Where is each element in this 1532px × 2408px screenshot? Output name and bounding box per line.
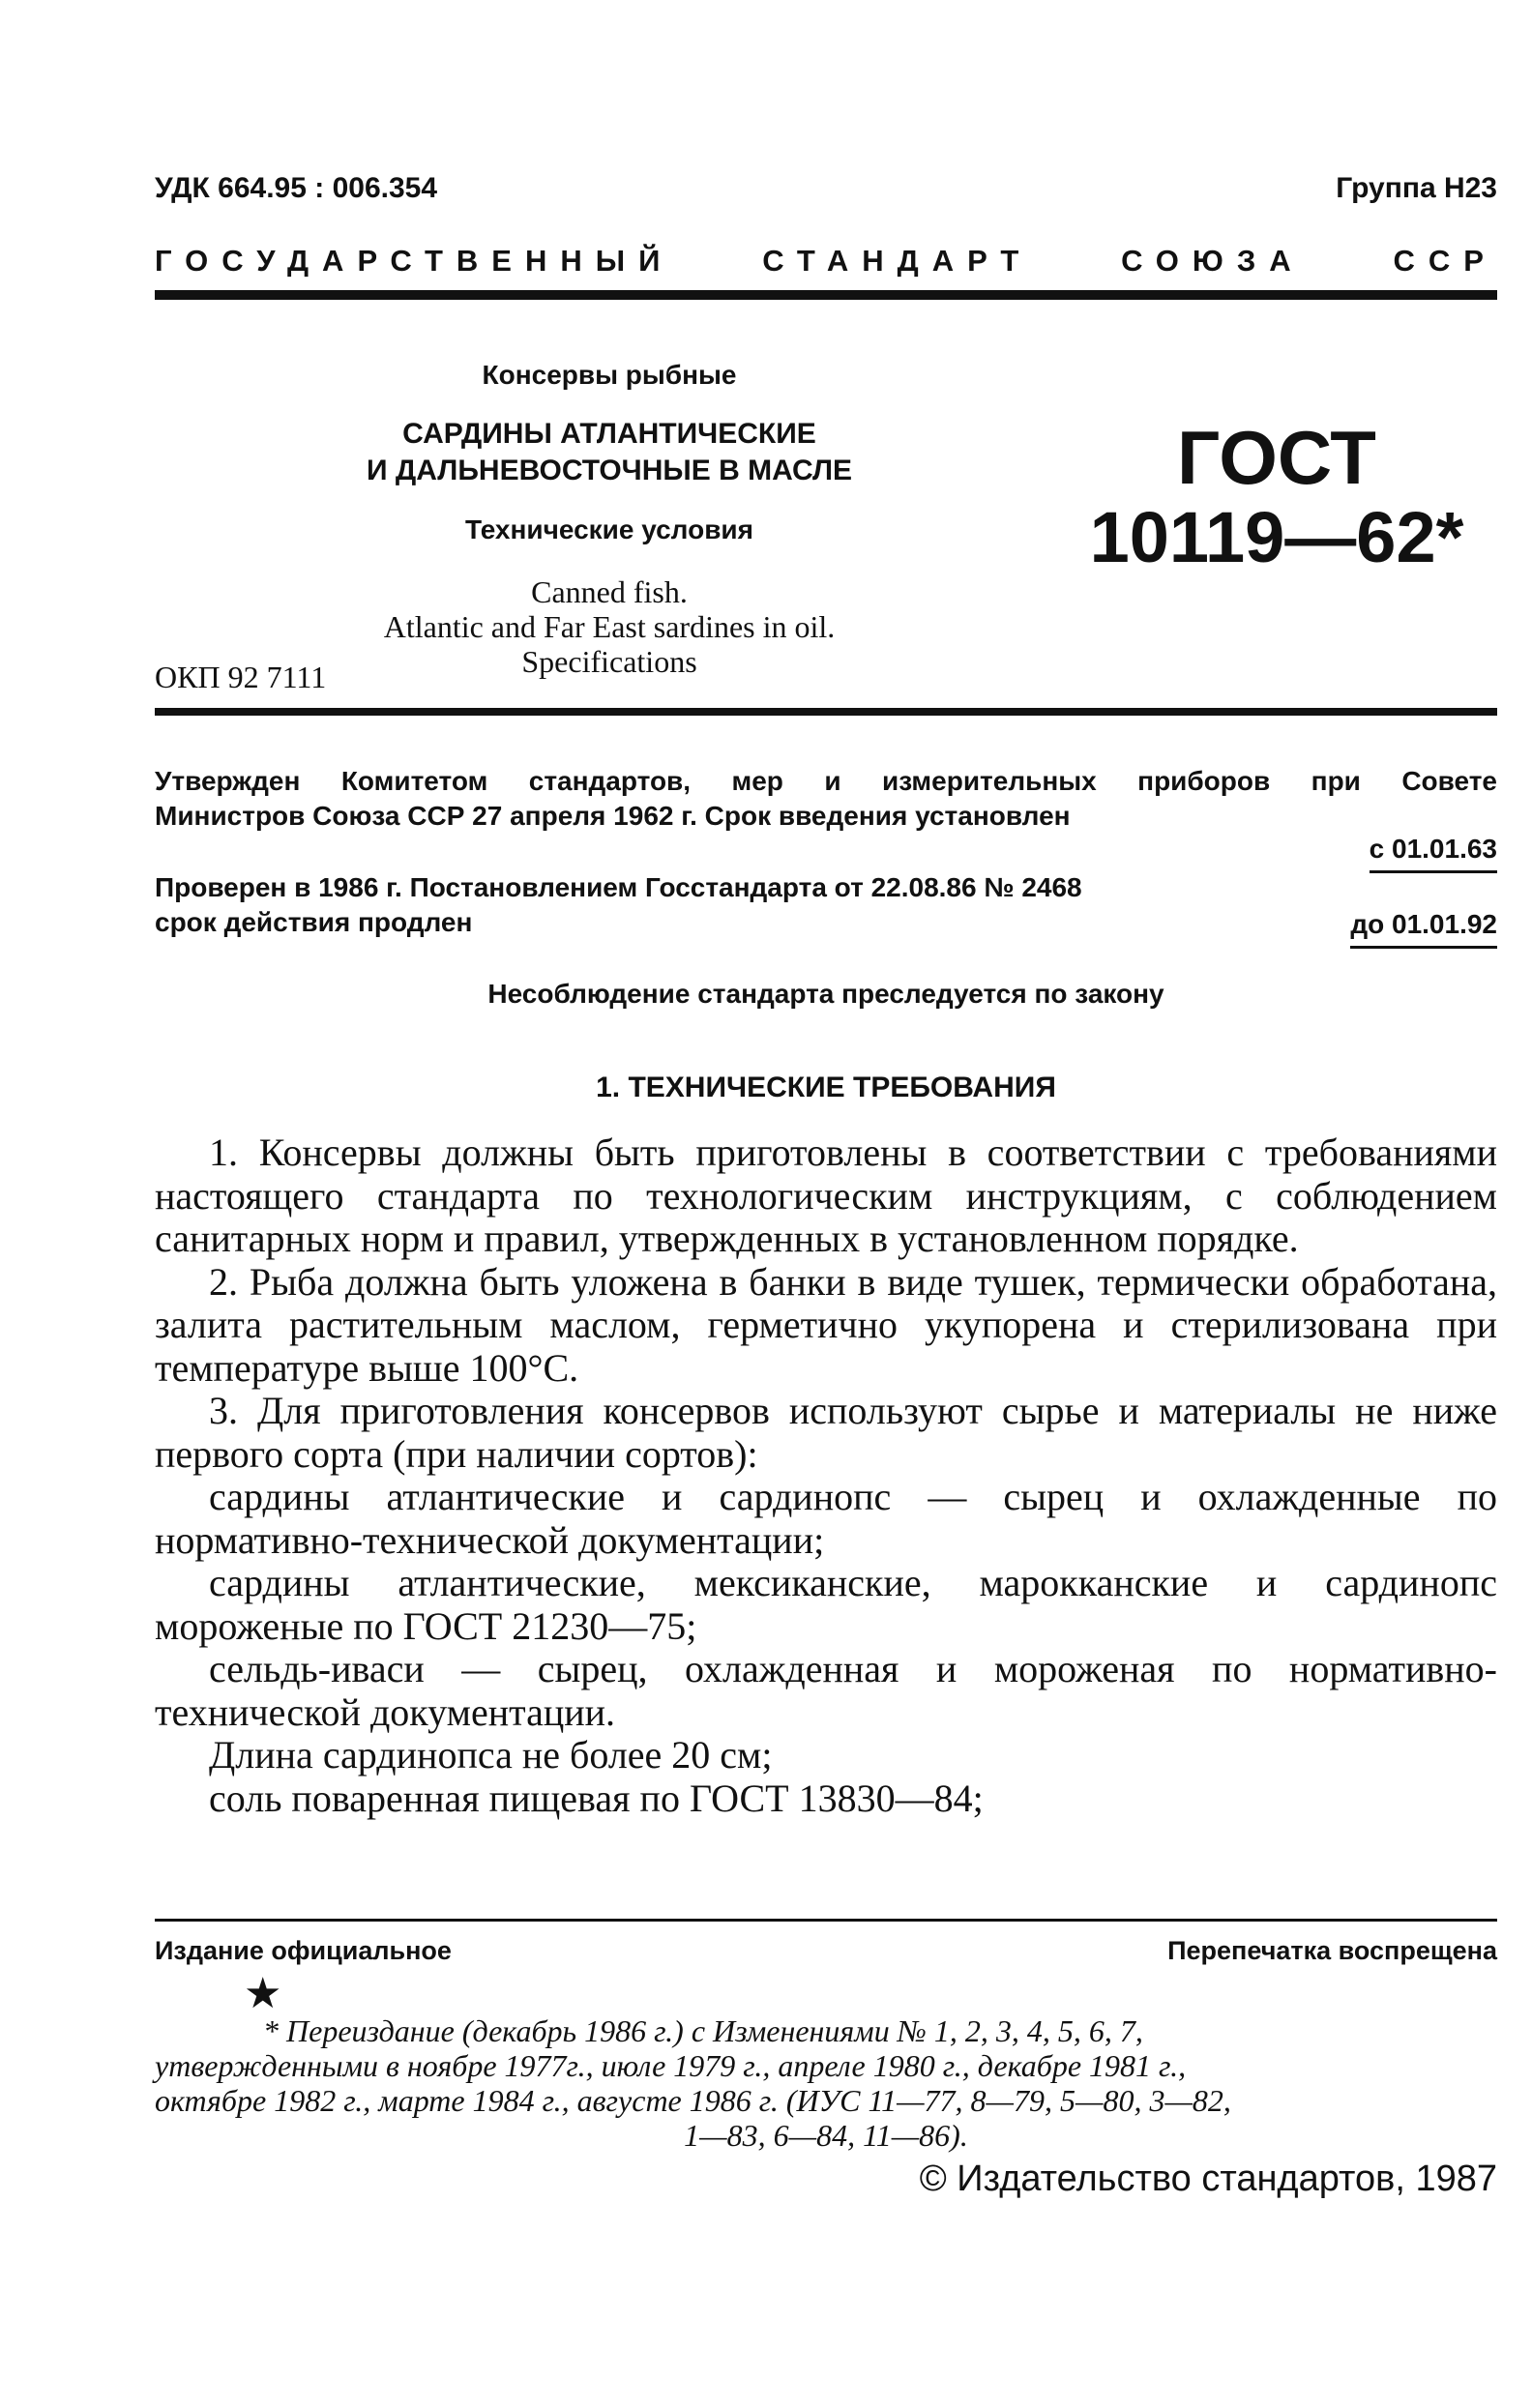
star-icon: ★ bbox=[244, 1970, 282, 2017]
group-code: Группа Н23 bbox=[1336, 172, 1497, 204]
footnote-line: утвержденными в ноябре 1977г., июле 1979 г., апреле 1980 г., декабре 1981 г., bbox=[155, 2048, 1187, 2083]
header-divider bbox=[155, 290, 1497, 300]
okp-code: ОКП 92 7111 bbox=[155, 660, 327, 694]
english-title bbox=[309, 574, 909, 679]
gost-designation bbox=[1064, 415, 1489, 578]
english-title-line: Atlantic and Far East sardines in oil. bbox=[383, 609, 836, 644]
body-text bbox=[155, 1131, 1497, 1820]
legal-notice: Несоблюдение стандарта преследуется по закону bbox=[487, 979, 1164, 1009]
gost-number: 10119—62* bbox=[1089, 497, 1464, 577]
paragraph: 2. Рыба должна быть уложена в банки в виде тушек, термически обработана, залита растительным маслом, герметично укупорена и стерилизована при температуре выше 100°С. bbox=[155, 1259, 1497, 1390]
product-name bbox=[309, 416, 909, 489]
state-standard-word: ССР bbox=[1393, 244, 1497, 278]
copyright: © Издательство стандартов, 1987 bbox=[919, 2158, 1497, 2199]
checked-line: срок действия продлен bbox=[155, 907, 473, 937]
title-divider bbox=[155, 708, 1497, 716]
gost-code: ГОСТ bbox=[1177, 415, 1376, 500]
product-name-line: САРДИНЫ АТЛАНТИЧЕСКИЕ bbox=[402, 418, 816, 450]
footnote-line: октябре 1982 г., марте 1984 г., августе 1986 г. (ИУС 11—77, 8—79, 5—80, 3—82, bbox=[155, 2083, 1231, 2118]
paragraph: соль поваренная пищевая по ГОСТ 13830—84; bbox=[209, 1776, 984, 1820]
state-standard-word: ГОСУДАРСТВЕННЫЙ bbox=[155, 244, 674, 278]
checked-text bbox=[155, 870, 1286, 940]
footnote bbox=[155, 2013, 1497, 2153]
paragraph: 1. Консервы должны быть приготовлены в соответствии с требованиями настоящего стандарта по технологическим инструкциям, с соблюдением санитарных норм и правил, утвержденных в установленном порядке. bbox=[155, 1131, 1497, 1260]
product-category: Консервы рыбные bbox=[482, 360, 737, 390]
footnote-line: * Переиздание (декабрь 1986 г.) с Изменениями № 1, 2, 3, 4, 5, 6, 7, bbox=[263, 2013, 1143, 2048]
approval-text bbox=[155, 764, 1497, 834]
state-standard-word: СТАНДАРТ bbox=[762, 244, 1033, 278]
footnote-line: 1—83, 6—84, 11—86). bbox=[684, 2118, 968, 2153]
paragraph: сельдь-иваси — сырец, охлажденная и мороженая по нормативно-технической документации. bbox=[155, 1647, 1497, 1734]
technical-conditions: Технические условия bbox=[465, 514, 753, 544]
udk-code: УДК 664.95 : 006.354 bbox=[155, 172, 438, 204]
state-standard-heading bbox=[155, 244, 1497, 279]
paragraph: Длина сардинопса не более 20 см; bbox=[209, 1733, 773, 1777]
reprint-label: Перепечатка воспрещена bbox=[1167, 1936, 1497, 1965]
extended-date: до 01.01.92 bbox=[1350, 909, 1497, 949]
english-title-line: Specifications bbox=[521, 644, 697, 679]
title-block bbox=[309, 360, 909, 679]
intro-date: с 01.01.63 bbox=[1370, 834, 1497, 873]
section-title: 1. ТЕХНИЧЕСКИЕ ТРЕБОВАНИЯ bbox=[596, 1072, 1056, 1103]
state-standard-word: СОЮЗА bbox=[1121, 244, 1305, 278]
footer-divider bbox=[155, 1919, 1497, 1922]
paragraph: 3. Для приготовления консервов используют сырье и материалы не ниже первого сорта (при наличии сортов): bbox=[155, 1389, 1497, 1476]
paragraph: сардины атлантические и сардинопс — сырец и охлажденные по нормативно-технической документации; bbox=[155, 1475, 1497, 1562]
english-title-line: Canned fish. bbox=[531, 574, 688, 609]
edition-label: Издание официальное bbox=[155, 1936, 452, 1965]
paragraph: сардины атлантические, мексиканские, марокканские и сардинопс мороженые по ГОСТ 21230—75; bbox=[155, 1561, 1497, 1648]
product-name-line: И ДАЛЬНЕВОСТОЧНЫЕ В МАСЛЕ bbox=[366, 455, 853, 486]
approval-line: Утвержден Комитетом стандартов, мер и измерительных приборов при Совете bbox=[155, 766, 1497, 796]
checked-line: Проверен в 1986 г. Постановлением Госстандарта от 22.08.86 № 2468 bbox=[155, 872, 1082, 902]
approval-line: Министров Союза ССР 27 апреля 1962 г. Срок введения установлен bbox=[155, 801, 1071, 831]
